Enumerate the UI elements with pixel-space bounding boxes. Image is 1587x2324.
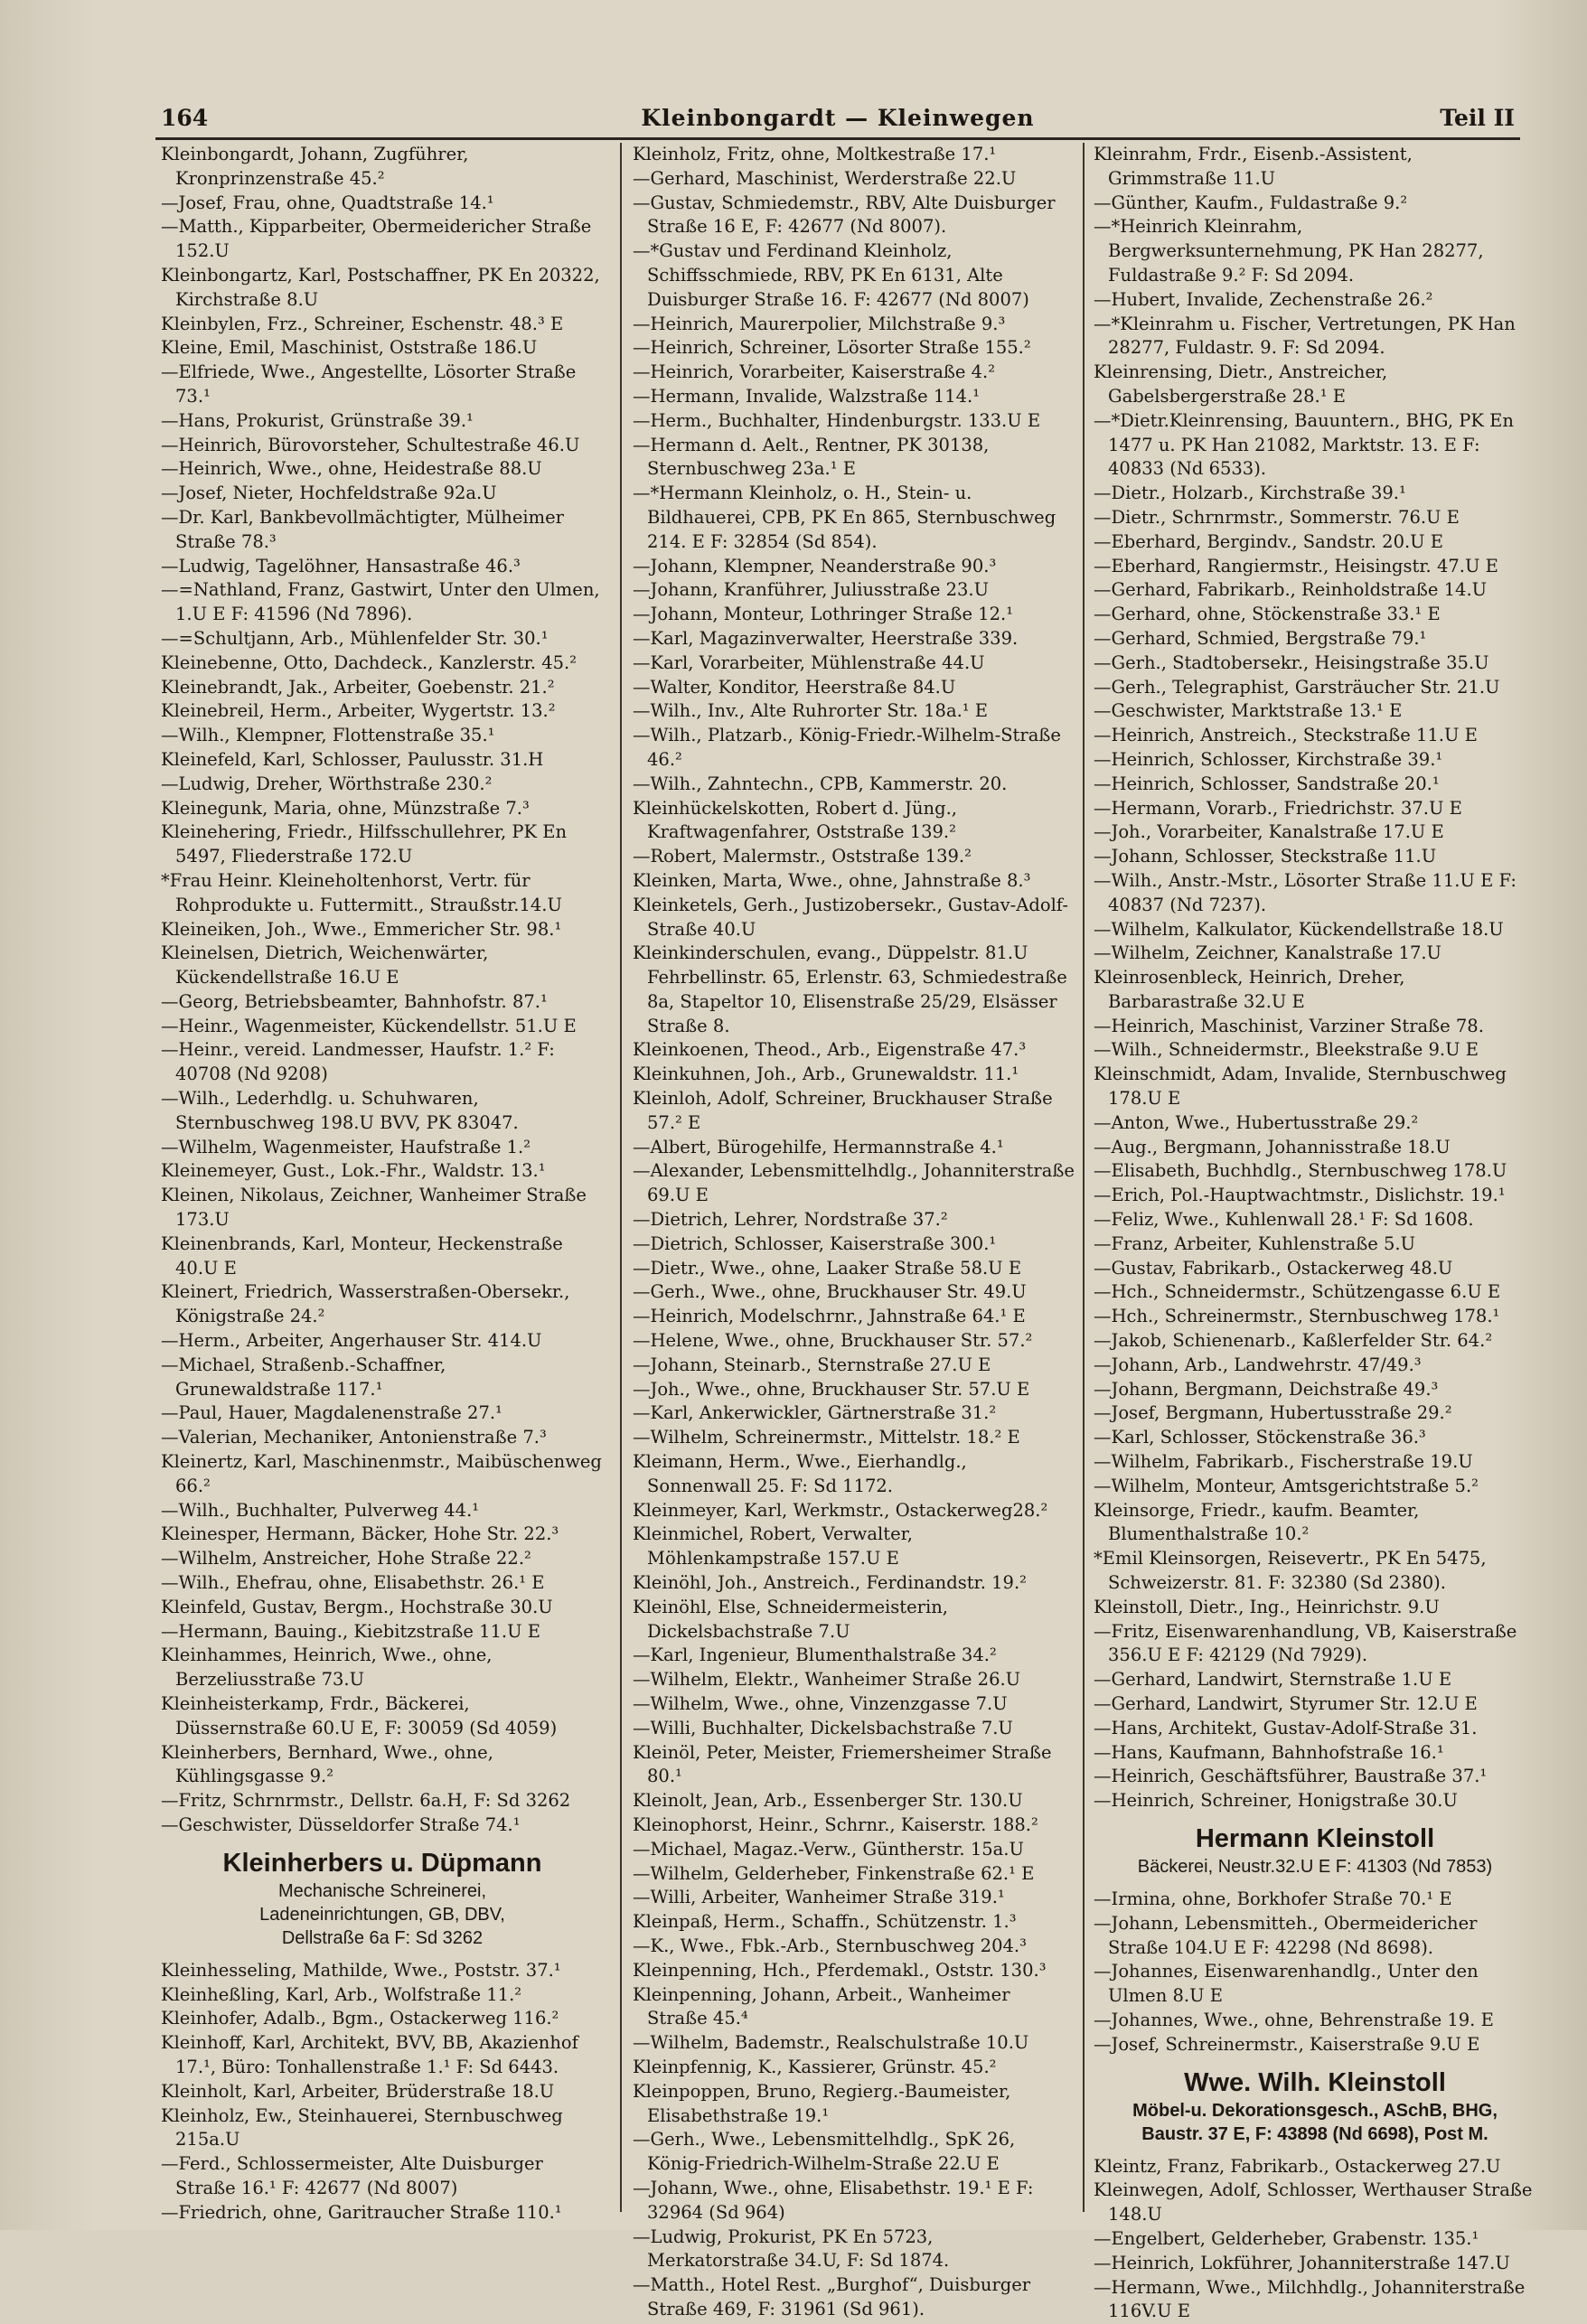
directory-entry: —Hermann, Vorarb., Friedrichstr. 37.U E — [1094, 797, 1462, 819]
directory-entry: —Franz, Arbeiter, Kuhlenstraße 5.U — [1094, 1232, 1416, 1254]
directory-entry: —Hubert, Invalide, Zechenstraße 26.² — [1094, 288, 1433, 310]
directory-entry: —Heinr., Wagenmeister, Kückendellstr. 51.U E — [161, 1015, 577, 1036]
directory-entry: Kleinpaß, Herm., Schaffn., Schützenstr. 1.³ — [633, 1911, 1017, 1933]
ad-title: Hermann Kleinstoll — [1195, 1823, 1435, 1853]
directory-entry: —Michael, Magaz.-Verw., Güntherstr. 15a.U — [633, 1838, 1024, 1860]
directory-entry: Kleinken, Marta, Wwe., ohne, Jahnstraße 8.³ — [633, 869, 1031, 891]
directory-entry: —Joh., Vorarbeiter, Kanalstraße 17.U E — [1094, 821, 1444, 843]
directory-entry: —Wilhelm, Kalkulator, Kückendellstraße 18.U — [1094, 918, 1504, 940]
directory-entry: —Heinrich, Geschäftsführer, Baustraße 37.¹ — [1094, 1766, 1488, 1787]
directory-entry: —Matth., Kipparbeiter, Obermeidericher Straße 152.U — [161, 216, 592, 262]
directory-entry: —*Heinrich Kleinrahm, Bergwerksunternehmung, PK Han 28277, Fuldastraße 9.² F: Sd 2094. — [1094, 216, 1484, 286]
directory-entry: —Heinr., vereid. Landmesser, Haufstr. 1.² F: 40708 (Nd 9208) — [161, 1039, 555, 1085]
directory-entry: —Johann, Schlosser, Steckstraße 11.U — [1094, 846, 1437, 867]
directory-entry: —Wilhelm, Elektr., Wanheimer Straße 26.U — [633, 1669, 1021, 1691]
directory-entry: —Hermann, Wwe., Milchhdlg., Johanniterstraße 116V.U E — [1094, 2276, 1526, 2322]
column-1 — [161, 143, 604, 2223]
directory-entry: Kleinertz, Karl, Maschinenmstr., Maibüschenweg 66.² — [161, 1451, 602, 1496]
directory-entry: —Wilhelm, Monteur, Amtsgerichtstraße 5.² — [1094, 1475, 1479, 1496]
directory-entry: Kleinhammes, Heinrich, Wwe., ohne, Berzeliusstraße 73.U — [161, 1645, 493, 1691]
entry-list — [161, 1959, 604, 2226]
ad-line: Ladeneinrichtungen, GB, DBV, — [259, 1904, 505, 1925]
directory-entry: —Wilhelm, Fabrikarb., Fischerstraße 19.U — [1094, 1451, 1473, 1473]
directory-entry: —Wilh., Platzarb., König-Friedr.-Wilhelm-Straße 46.² — [633, 725, 1061, 770]
directory-entry: —Heinrich, Modelschrnr., Jahnstraße 64.¹ E — [633, 1306, 1026, 1327]
directory-entry: —Gerhard, Fabrikarb., Reinholdstraße 14.U — [1094, 579, 1488, 601]
header-rule — [155, 137, 1520, 140]
directory-entry: —Albert, Bürogehilfe, Hermannstraße 4.¹ — [633, 1136, 1004, 1157]
directory-entry: Kleinheisterkamp, Frdr., Bäckerei, Düssernstraße 60.U E, F: 30059 (Sd 4059) — [161, 1693, 558, 1738]
directory-entry: —Wilhelm, Bademstr., Realschulstraße 10.U — [633, 2032, 1029, 2054]
directory-entry: Kleinkuhnen, Joh., Arb., Grunewaldstr. 11.¹ — [633, 1064, 1019, 1085]
directory-entry: —Josef, Nieter, Hochfeldstraße 92a.U — [161, 483, 497, 504]
directory-entry: —Herm., Buchhalter, Hindenburgstr. 133.U E — [633, 409, 1041, 431]
directory-entry: Kleinholz, Fritz, ohne, Moltkestraße 17.¹ — [633, 144, 997, 164]
advertisement — [1094, 1823, 1536, 1879]
directory-entry: Kleinstoll, Dietr., Ing., Heinrichstr. 9.U — [1094, 1596, 1440, 1617]
directory-entry: —Wilhelm, Wagenmeister, Haufstraße 1.² — [161, 1136, 531, 1157]
directory-entry: —Wilh., Klempner, Flottenstraße 35.¹ — [161, 725, 495, 746]
directory-entry: Kleinpenning, Johann, Arbeit., Wanheimer Straße 45.⁴ — [633, 1983, 1010, 2029]
directory-entry: Kleinenbrands, Karl, Monteur, Heckenstraße 40.U E — [161, 1232, 563, 1279]
directory-entry: —Karl, Magazinverwalter, Heerstraße 339. — [633, 627, 1019, 649]
column-divider — [1083, 143, 1085, 2212]
directory-entry: —Erich, Pol.-Hauptwachtmstr., Dislichstr. 19.¹ — [1094, 1185, 1506, 1206]
ad-line: Mechanische Schreinerei, — [277, 1880, 487, 1901]
directory-entry: —Johann, Kranführer, Juliusstraße 23.U — [633, 579, 990, 601]
directory-entry: —Heinrich, Schlosser, Sandstraße 20.¹ — [1094, 773, 1440, 794]
directory-entry: —Wilhelm, Gelderheber, Finkenstraße 62.¹ E — [633, 1862, 1035, 1884]
directory-entry: —Fritz, Eisenwarenhandlung, VB, Kaiserstraße 356.U E F: 42129 (Nd 7929). — [1094, 1620, 1517, 1666]
directory-entry: —*Kleinrahm u. Fischer, Vertretungen, PK Han 28277, Fuldastr. 9. F: Sd 2094. — [1094, 313, 1516, 359]
directory-entry: —Dietrich, Lehrer, Nordstraße 37.² — [633, 1209, 948, 1231]
directory-entry: —Gerh., Wwe., ohne, Bruckhauser Str. 49.U — [633, 1281, 1027, 1303]
directory-entry: Kleinophorst, Heinr., Schrnr., Kaiserstr. 188.² — [633, 1813, 1038, 1835]
directory-entry: —Georg, Betriebsbeamter, Bahnhofstr. 87.¹ — [161, 990, 548, 1012]
directory-entry: Kleinkoenen, Theod., Arb., Eigenstraße 47.³ — [633, 1039, 1027, 1061]
directory-entry: —Matth., Hotel Rest. „Burghof“, Duisburger Straße 469, F: 31961 (Sd 961). — [633, 2274, 1031, 2319]
directory-entry: Kleinemeyer, Gust., Lok.-Fhr., Waldstr. 13.¹ — [161, 1160, 546, 1182]
part-label: Teil II — [1440, 105, 1515, 131]
name-range: Kleinbongardt — Kleinwegen — [641, 105, 1035, 131]
directory-entry: —Gerhard, ohne, Stöckenstraße 33.¹ E — [1094, 604, 1441, 625]
directory-entry: —Dietr., Schrnrmstr., Sommerstr. 76.U E — [1094, 506, 1460, 528]
ad-title: Wwe. Wilh. Kleinstoll — [1184, 2067, 1446, 2097]
directory-entry: —Elisabeth, Buchhdlg., Sternbuschweg 178.U — [1094, 1160, 1507, 1182]
directory-entry: —Irmina, ohne, Borkhofer Straße 70.¹ E — [1094, 1888, 1452, 1909]
directory-entry: Kleinbylen, Frz., Schreiner, Eschenstr. 48.³ E — [161, 313, 564, 334]
directory-entry: —Gerhard, Schmied, Bergstraße 79.¹ — [1094, 627, 1427, 649]
directory-entry: —Josef, Schreinermstr., Kaiserstraße 9.U E — [1094, 2033, 1480, 2055]
directory-entry: Kleinesper, Hermann, Bäcker, Hohe Str. 22.³ — [161, 1523, 559, 1545]
directory-entry: —Wilhelm, Anstreicher, Hohe Straße 22.² — [161, 1548, 531, 1570]
directory-entry: —Johann, Lebensmitteh., Obermeidericher Straße 104.U E F: 42298 (Nd 8698). — [1094, 1912, 1478, 1958]
directory-entry: —Heinrich, Schlosser, Kirchstraße 39.¹ — [1094, 748, 1443, 770]
directory-entry: —Josef, Frau, ohne, Quadtstraße 14.¹ — [161, 192, 494, 213]
directory-entry: Kleinfeld, Gustav, Bergm., Hochstraße 30.U — [161, 1596, 553, 1617]
directory-entry: Kleinhoff, Karl, Architekt, BVV, BB, Akazienhof 17.¹, Büro: Tonhallenstraße 1.¹ F: Sd 6443. — [161, 2032, 578, 2077]
directory-entry: —Heinrich, Anstreich., Steckstraße 11.U E — [1094, 725, 1478, 746]
directory-entry: Kleinbongardt, Johann, Zugführer, Kronprinzenstraße 45.² — [161, 144, 469, 189]
directory-entry: —Wilh., Anstr.-Mstr., Lösorter Straße 11.U E F: 40837 (Nd 7237). — [1094, 869, 1517, 915]
directory-entry: —Jakob, Schienenarb., Kaßlerfelder Str. 64.² — [1094, 1330, 1493, 1352]
directory-entry: —Wilhelm, Schreinermstr., Mittelstr. 18.² E — [633, 1427, 1020, 1448]
directory-entry: Kleinrosenbleck, Heinrich, Dreher, Barbarastraße 32.U E — [1094, 967, 1405, 1012]
directory-entry: —Hch., Schreinermstr., Sternbuschweg 178.¹ — [1094, 1306, 1500, 1327]
directory-entry: —Valerian, Mechaniker, Antonienstraße 7.³ — [161, 1427, 547, 1448]
directory-entry: Kleinwegen, Adolf, Schlosser, Werthauser Straße 148.U — [1094, 2179, 1533, 2226]
directory-entry: —Johann, Steinarb., Sternstraße 27.U E — [633, 1354, 991, 1375]
directory-entry: —Willi, Buchhalter, Dickelsbachstraße 7.U — [633, 1717, 1013, 1738]
directory-entry: —Elfriede, Wwe., Angestellte, Lösorter Straße 73.¹ — [161, 361, 577, 407]
directory-entry: —Karl, Ankerwickler, Gärtnerstraße 31.² — [633, 1402, 997, 1424]
directory-entry: Kleinrensing, Dietr., Anstreicher, Gabelsbergerstraße 28.¹ E — [1094, 361, 1388, 407]
ad-title: Kleinherbers u. Düpmann — [222, 1848, 542, 1878]
directory-entry: Kleinen, Nikolaus, Zeichner, Wanheimer Straße 173.U — [161, 1185, 587, 1231]
directory-entry: Kleinpfennig, K., Kassierer, Grünstr. 45.² — [633, 2056, 997, 2077]
directory-entry: —Alexander, Lebensmittelhdlg., Johanniterstraße 69.U E — [633, 1160, 1075, 1206]
directory-entry: —Gerh., Telegraphist, Garsträucher Str. 21.U — [1094, 676, 1500, 698]
directory-entry: Kleinegunk, Maria, ohne, Münzstraße 7.³ — [161, 797, 530, 819]
directory-entry: —Wilh., Buchhalter, Pulverweg 44.¹ — [161, 1499, 480, 1521]
directory-entry: Kleinolt, Jean, Arb., Essenberger Str. 130.U — [633, 1790, 1023, 1812]
page-header — [161, 101, 1515, 137]
directory-entry: —Ludwig, Dreher, Wörthstraße 230.² — [161, 773, 493, 794]
directory-entry: —*Dietr.Kleinrensing, Bauuntern., BHG, PK En 1477 u. PK Han 21082, Marktstr. 13. E F: 40833 (Nd 6533). — [1094, 409, 1514, 480]
directory-entry: Kleinhückelskotten, Robert d. Jüng., Kraftwagenfahrer, Oststraße 139.² — [633, 797, 957, 843]
directory-entry: —Ludwig, Prokurist, PK En 5723, Merkatorstraße 34.U, F: Sd 1874. — [633, 2226, 950, 2272]
directory-entry: —Ferd., Schlossermeister, Alte Duisburger Straße 16.¹ F: 42677 (Nd 8007) — [161, 2153, 543, 2198]
entry-list — [1094, 2155, 1536, 2324]
directory-entry: —Heinrich, Maschinist, Varziner Straße 78. — [1094, 1015, 1484, 1036]
directory-entry: —Wilhelm, Wwe., ohne, Vinzenzgasse 7.U — [633, 1693, 1008, 1714]
directory-entry: —Wilhelm, Zeichner, Kanalstraße 17.U — [1094, 942, 1441, 964]
directory-entry: —Josef, Bergmann, Hubertusstraße 29.² — [1094, 1402, 1452, 1424]
directory-entry: —Hermann, Bauing., Kiebitzstraße 11.U E — [161, 1620, 540, 1642]
directory-entry: Kleinefeld, Karl, Schlosser, Paulusstr. 31.H — [161, 748, 544, 770]
directory-entry: Kleimann, Herm., Wwe., Eierhandlg., Sonnenwall 25. F: Sd 1172. — [633, 1451, 967, 1496]
directory-entry: —Geschwister, Marktstraße 13.¹ E — [1094, 700, 1403, 722]
directory-entry: Kleinherbers, Bernhard, Wwe., ohne, Kühlingsgasse 9.² — [161, 1741, 493, 1787]
directory-entry: —Hermann d. Aelt., Rentner, PK 30138, Sternbuschweg 23a.¹ E — [633, 434, 990, 480]
directory-entry: Kleinkinderschulen, evang., Düppelstr. 81.U Fehrbellinstr. 65, Erlenstr. 63, Schmiedestraße 8a, Stapeltor 10, Elisenstraße 25/29, Elsässer Straße 8. — [633, 942, 1067, 1036]
directory-entry: Kleinmichel, Robert, Verwalter, Möhlenkampstraße 157.U E — [633, 1523, 913, 1570]
directory-entry: —Hans, Kaufmann, Bahnhofstraße 16.¹ — [1094, 1741, 1444, 1763]
directory-entry: —Dietrich, Schlosser, Kaiserstraße 300.¹ — [633, 1232, 997, 1254]
directory-entry: Kleinheßling, Karl, Arb., Wolfstraße 11.² — [161, 1983, 522, 2005]
directory-entry: —Eberhard, Bergindv., Sandstr. 20.U E — [1094, 530, 1444, 552]
directory-entry: —Herm., Arbeiter, Angerhauser Str. 414.U — [161, 1330, 542, 1352]
directory-entry: —Heinrich, Schreiner, Honigstraße 30.U — [1094, 1790, 1458, 1812]
directory-entry: —Johann, Klempner, Neanderstraße 90.³ — [633, 555, 997, 576]
directory-entry: —Robert, Malermstr., Oststraße 139.² — [633, 846, 972, 867]
directory-entry: —Hch., Schneidermstr., Schützengasse 6.U E — [1094, 1281, 1501, 1303]
entry-list — [633, 143, 1075, 2322]
ad-line: Baustr. 37 E, F: 43898 (Nd 6698), Post M. — [1141, 2123, 1488, 2144]
directory-entry: Kleinsorge, Friedr., kaufm. Beamter, Blumenthalstraße 10.² — [1094, 1499, 1420, 1545]
directory-entry: —Engelbert, Gelderheber, Grabenstr. 135.¹ — [1094, 2227, 1479, 2249]
directory-entry: —Michael, Straßenb.-Schaffner, Grunewaldstraße 117.¹ — [161, 1354, 446, 1400]
directory-entry: —Johann, Monteur, Lothringer Straße 12.¹ — [633, 604, 1014, 625]
directory-entry: —Joh., Wwe., ohne, Bruckhauser Str. 57.U E — [633, 1378, 1030, 1400]
directory-entry: —Günther, Kaufm., Fuldastraße 9.² — [1094, 192, 1408, 213]
directory-entry: Kleinhofer, Adalb., Bgm., Ostackerweg 116.² — [161, 2008, 559, 2029]
directory-entry: —Wilh., Zahntechn., CPB, Kammerstr. 20. — [633, 773, 1008, 794]
directory-entry: —Wilh., Lederhdlg. u. Schuhwaren, Sternbuschweg 198.U BVV, PK 83047. — [161, 1088, 519, 1133]
directory-entry: —*Gustav und Ferdinand Kleinholz, Schiffsschmiede, RBV, PK En 6131, Alte Duisburger Straße 16. F: 42677 (Nd 8007) — [633, 240, 1029, 310]
directory-entry: —Wilh., Ehefrau, ohne, Elisabethstr. 26.¹ E — [161, 1572, 545, 1594]
directory-entry: Kleinebreil, Herm., Arbeiter, Wygertstr. 13.² — [161, 700, 556, 722]
directory-entry: —Karl, Ingenieur, Blumenthalstraße 34.² — [633, 1645, 997, 1666]
directory-entry: —Gerhard, Landwirt, Styrumer Str. 12.U E — [1094, 1693, 1478, 1714]
directory-entry: *Frau Heinr. Kleineholtenhorst, Vertr. für Rohprodukte u. Futtermitt., Straußstr.14.U — [161, 869, 562, 915]
directory-entry: —Gerh., Wwe., Lebensmittelhdlg., SpK 26, König-Friedrich-Wilhelm-Straße 22.U E — [633, 2129, 1016, 2175]
directory-entry: Kleinhesseling, Mathilde, Wwe., Poststr. 37.¹ — [161, 1959, 561, 1981]
directory-entry: —Aug., Bergmann, Johannisstraße 18.U — [1094, 1136, 1451, 1157]
directory-entry: —Eberhard, Rangiermstr., Heisingstr. 47.U E — [1094, 555, 1498, 576]
directory-entry: —Gerhard, Maschinist, Werderstraße 22.U — [633, 167, 1017, 189]
ad-line: Möbel-u. Dekorationsgesch., ASchB, BHG, — [1132, 2100, 1498, 2121]
directory-entry: Kleinehering, Friedr., Hilfsschullehrer, PK En 5497, Fliederstraße 172.U — [161, 821, 568, 867]
directory-entry: Kleinpoppen, Bruno, Regierg.-Baumeister, Elisabethstraße 19.¹ — [633, 2080, 1011, 2126]
directory-entry: —Friedrich, ohne, Garitraucher Straße 110.¹ — [161, 2201, 562, 2223]
directory-entry: —Geschwister, Düsseldorfer Straße 74.¹ — [161, 1813, 521, 1835]
ad-line: Dellstraße 6a F: Sd 3262 — [281, 1927, 484, 1948]
directory-entry: Kleinrahm, Frdr., Eisenb.-Assistent, Grimmstraße 11.U — [1094, 144, 1413, 189]
directory-entry: —Johann, Bergmann, Deichstraße 49.³ — [1094, 1378, 1439, 1400]
directory-entry: —Heinrich, Lokführer, Johanniterstraße 147.U — [1094, 2252, 1510, 2273]
directory-entry: —Willi, Arbeiter, Wanheimer Straße 319.¹ — [633, 1887, 1005, 1908]
directory-entry: —Paul, Hauer, Magdalenenstraße 27.¹ — [161, 1402, 502, 1424]
directory-entry: —Heinrich, Bürovorsteher, Schultestraße 46.U — [161, 434, 580, 455]
directory-entry: Kleinloh, Adolf, Schreiner, Bruckhauser Straße 57.² E — [633, 1088, 1053, 1133]
directory-entry: —Hans, Architekt, Gustav-Adolf-Straße 31. — [1094, 1717, 1478, 1738]
directory-entry: —Gerh., Stadtobersekr., Heisingstraße 35.U — [1094, 651, 1489, 673]
directory-entry: —Gustav, Schmiedemstr., RBV, Alte Duisburger Straße 16 E, F: 42677 (Nd 8007). — [633, 192, 1056, 238]
directory-entry: Kleinöhl, Else, Schneidermeisterin, Dickelsbachstraße 7.U — [633, 1596, 948, 1642]
directory-entry: Kleinmeyer, Karl, Werkmstr., Ostackerweg28.² — [633, 1499, 1048, 1521]
directory-entry: Kleinpenning, Hch., Pferdemakl., Oststr. 130.³ — [633, 1959, 1047, 1981]
entry-list — [161, 143, 604, 1838]
directory-entry: —Anton, Wwe., Hubertusstraße 29.² — [1094, 1111, 1419, 1133]
directory-entry: —Johannes, Eisenwarenhandlg., Unter den Ulmen 8.U E — [1094, 1961, 1479, 2007]
directory-entry: —Wilh., Inv., Alte Ruhrorter Str. 18a.¹ E — [633, 700, 989, 722]
page-number: 164 — [161, 105, 209, 131]
directory-entry: Kleintz, Franz, Fabrikarb., Ostackerweg 27.U — [1094, 2155, 1501, 2177]
directory-entry: —Dr. Karl, Bankbevollmächtigter, Mülheimer Straße 78.³ — [161, 506, 564, 552]
directory-entry: —Fritz, Schrnrmstr., Dellstr. 6a.H, F: Sd 3262 — [161, 1790, 571, 1812]
directory-entry: —Johannes, Wwe., ohne, Behrenstraße 19. E — [1094, 2009, 1494, 2030]
advertisement — [161, 1847, 604, 1950]
directory-entry: Kleinbongartz, Karl, Postschaffner, PK En 20322, Kirchstraße 8.U — [161, 264, 600, 310]
directory-entry: —Johann, Wwe., ohne, Elisabethstr. 19.¹ E F: 32964 (Sd 964) — [633, 2177, 1034, 2223]
directory-entry: —Johann, Arb., Landwehrstr. 47/49.³ — [1094, 1354, 1422, 1375]
directory-entry: *Emil Kleinsorgen, Reisevertr., PK En 5475, Schweizerstr. 81. F: 32380 (Sd 2380). — [1094, 1548, 1487, 1594]
entry-list — [1094, 1888, 1536, 2057]
directory-entry: —Helene, Wwe., ohne, Bruckhauser Str. 57.² — [633, 1330, 1033, 1352]
directory-entry: —=Nathland, Franz, Gastwirt, Unter den Ulmen, 1.U E F: 41596 (Nd 7896). — [161, 579, 600, 625]
directory-entry: Kleinert, Friedrich, Wasserstraßen-Obersekr., Königstraße 24.² — [161, 1281, 570, 1327]
directory-entry: —=Schultjann, Arb., Mühlenfelder Str. 30.¹ — [161, 627, 549, 649]
directory-entry: Kleinöl, Peter, Meister, Friemersheimer Straße 80.¹ — [633, 1741, 1052, 1787]
directory-entry: —Wilh., Schneidermstr., Bleekstraße 9.U E — [1094, 1039, 1479, 1061]
directory-entry: —Heinrich, Maurerpolier, Milchstraße 9.³ — [633, 313, 1006, 334]
directory-entry: —Feliz, Wwe., Kuhlenwall 28.¹ F: Sd 1608. — [1094, 1209, 1474, 1231]
directory-entry: Kleinelsen, Dietrich, Weichenwärter, Kückendellstraße 16.U E — [161, 942, 489, 989]
directory-entry: —Heinrich, Schreiner, Lösorter Straße 155.² — [633, 337, 1031, 359]
entry-list — [1094, 143, 1536, 1813]
directory-entry: Kleine, Emil, Maschinist, Oststraße 186.U — [161, 337, 538, 359]
directory-entry: —K., Wwe., Fbk.-Arb., Sternbuschweg 204.³ — [633, 1935, 1027, 1956]
directory-entry: —Heinrich, Vorarbeiter, Kaiserstraße 4.² — [633, 361, 996, 383]
directory-entry: —Hermann, Invalide, Walzstraße 114.¹ — [633, 385, 981, 407]
ad-line: Bäckerei, Neustr.32.U E F: 41303 (Nd 7853) — [1137, 1856, 1493, 1877]
directory-entry: —Gerhard, Landwirt, Sternstraße 1.U E — [1094, 1669, 1452, 1691]
column-3 — [1094, 143, 1536, 2322]
directory-entry: —Karl, Schlosser, Stöckenstraße 36.³ — [1094, 1427, 1426, 1448]
directory-entry: —Karl, Vorarbeiter, Mühlenstraße 44.U — [633, 651, 985, 673]
column-2 — [633, 143, 1075, 2319]
directory-entry: Kleinholt, Karl, Arbeiter, Brüderstraße 18.U — [161, 2080, 555, 2102]
directory-entry: —Gustav, Fabrikarb., Ostackerweg 48.U — [1094, 1257, 1453, 1279]
directory-entry: —Hans, Prokurist, Grünstraße 39.¹ — [161, 409, 474, 431]
directory-entry: —Ludwig, Tagelöhner, Hansastraße 46.³ — [161, 555, 521, 576]
directory-entry: —Heinrich, Wwe., ohne, Heidestraße 88.U — [161, 458, 542, 480]
directory-entry: Kleinketels, Gerh., Justizobersekr., Gustav-Adolf-Straße 40.U — [633, 894, 1068, 940]
column-divider — [620, 143, 622, 2212]
directory-entry: Kleinebrandt, Jak., Arbeiter, Goebenstr. 21.² — [161, 676, 555, 698]
directory-entry: —Dietr., Wwe., ohne, Laaker Straße 58.U E — [633, 1257, 1022, 1279]
advertisement — [1094, 2066, 1536, 2146]
directory-entry: Kleinebenne, Otto, Dachdeck., Kanzlerstr. 45.² — [161, 651, 578, 673]
directory-entry: Kleinschmidt, Adam, Invalide, Sternbuschweg 178.U E — [1094, 1064, 1507, 1110]
directory-entry: —Dietr., Holzarb., Kirchstraße 39.¹ — [1094, 483, 1406, 504]
directory-entry: Kleineiken, Joh., Wwe., Emmericher Str. 98.¹ — [161, 918, 562, 940]
directory-entry: Kleinöhl, Joh., Anstreich., Ferdinandstr. 19.² — [633, 1572, 1027, 1594]
directory-entry: —*Hermann Kleinholz, o. H., Stein- u. Bildhauerei, CPB, PK En 865, Sternbuschweg 214. E F: 32854 (Sd 854). — [633, 483, 1056, 552]
directory-entry: Kleinholz, Ew., Steinhauerei, Sternbuschweg 215a.U — [161, 2104, 563, 2151]
directory-entry: —Walter, Konditor, Heerstraße 84.U — [633, 676, 956, 698]
